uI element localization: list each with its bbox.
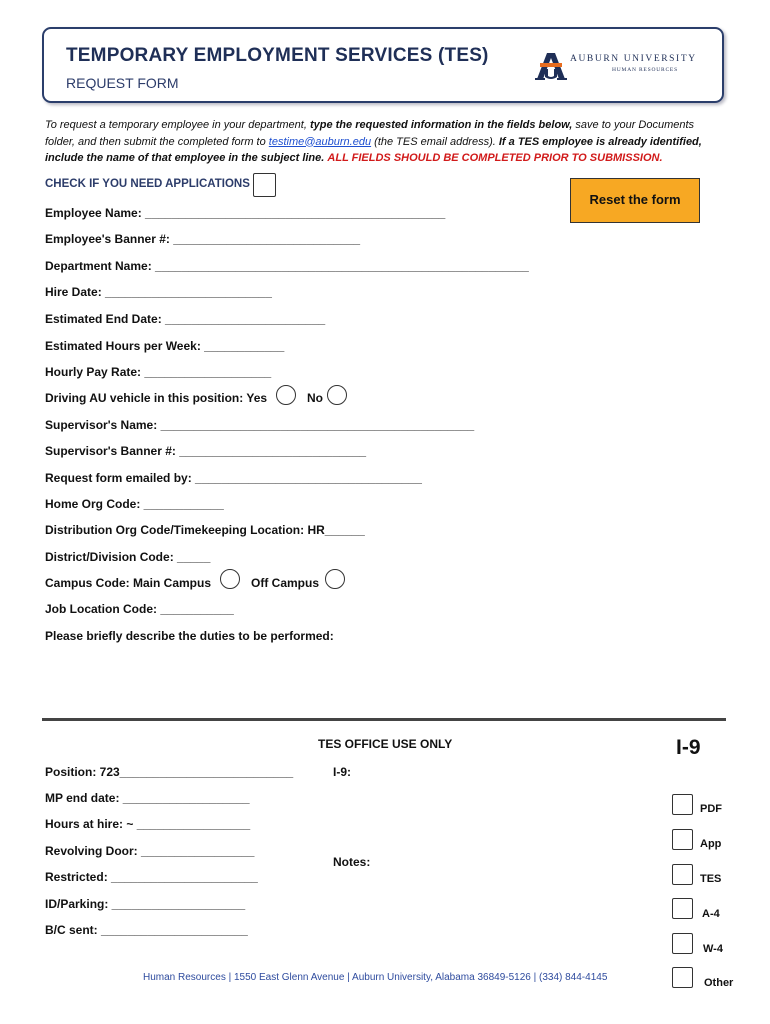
- hire-date-field[interactable]: Hire Date: _________________________: [45, 285, 272, 299]
- pdf-label: PDF: [700, 803, 722, 815]
- w4-label: W-4: [703, 943, 723, 955]
- main-campus-radio[interactable]: [220, 569, 240, 589]
- auburn-logo: [534, 49, 697, 81]
- off-campus-label: Off Campus: [251, 576, 320, 590]
- intro-required-notice: ALL FIELDS SHOULD BE COMPLETED PRIOR TO SUBMISSION.: [327, 152, 663, 164]
- app-checkbox[interactable]: [672, 829, 693, 850]
- driving-yes-radio[interactable]: [276, 385, 296, 405]
- applications-checkbox[interactable]: [253, 173, 276, 197]
- intro-bold-1: type the requested information in the fields below,: [309, 119, 573, 131]
- district-division-field[interactable]: District/Division Code: _____: [45, 550, 211, 564]
- tes-checkbox[interactable]: [672, 864, 693, 885]
- driving-no-label: No: [307, 391, 323, 405]
- office-use-title: TES OFFICE USE ONLY: [318, 737, 453, 751]
- form-title: TEMPORARY EMPLOYMENT SERVICES (TES): [66, 45, 489, 66]
- id-parking-field[interactable]: ID/Parking: ____________________: [45, 897, 246, 911]
- supervisor-name-field[interactable]: Supervisor's Name: _______________________________________________: [45, 418, 475, 432]
- intro-text-2: save to your Documents folder, and then submit the completed form to: [45, 119, 695, 148]
- estimated-hours-field[interactable]: Estimated Hours per Week: ____________: [45, 339, 285, 353]
- pdf-checkbox[interactable]: [672, 794, 693, 815]
- a4-label: A-4: [702, 908, 720, 920]
- footer-contact: Human Resources | 1550 East Glenn Avenue | Auburn University, Alabama 36849-5126 | (334) 844-4145: [143, 972, 608, 983]
- estimated-end-date-field[interactable]: Estimated End Date: ________________________: [45, 312, 326, 326]
- revolving-door-field[interactable]: Revolving Door: _________________: [45, 844, 255, 858]
- other-label: Other: [704, 977, 734, 989]
- logo-university-name: AUBURN UNIVERSITY: [570, 54, 697, 64]
- i9-label: I-9:: [333, 765, 351, 779]
- app-label: App: [700, 838, 722, 850]
- supervisor-banner-field[interactable]: Supervisor's Banner #: ____________________________: [45, 444, 367, 458]
- mp-end-date-field[interactable]: MP end date: ___________________: [45, 791, 250, 805]
- a4-checkbox[interactable]: [672, 898, 693, 919]
- job-location-field[interactable]: Job Location Code: ___________: [45, 602, 234, 616]
- form-header: [42, 27, 724, 103]
- position-field[interactable]: Position: 723__________________________: [45, 765, 294, 779]
- logo-department: HUMAN RESOURCES: [612, 67, 678, 73]
- intro-text-3: (the TES email address).: [371, 135, 499, 148]
- employee-name-field[interactable]: Employee Name: _____________________________________________: [45, 206, 446, 220]
- bc-sent-field[interactable]: B/C sent: ______________________: [45, 923, 248, 937]
- driving-vehicle-label: Driving AU vehicle in this position: Yes: [45, 391, 268, 405]
- notes-label: Notes:: [333, 855, 371, 869]
- hourly-pay-rate-field[interactable]: Hourly Pay Rate: ___________________: [45, 365, 272, 379]
- hours-at-hire-field[interactable]: Hours at hire: ~ _________________: [45, 817, 251, 831]
- driving-no-radio[interactable]: [327, 385, 347, 405]
- check-applications-label: CHECK IF YOU NEED APPLICATIONS: [45, 178, 250, 190]
- distribution-org-field[interactable]: Distribution Org Code/Timekeeping Location: HR______: [45, 523, 365, 537]
- duties-textarea[interactable]: [45, 648, 725, 710]
- w4-checkbox[interactable]: [672, 933, 693, 954]
- i9-heading: I-9: [676, 736, 701, 759]
- intro-bold-2: If a TES employee is already identified, include the name of that employee in the subject line.: [45, 135, 702, 164]
- intro-text-1: To request a temporary employee in your department,: [45, 119, 310, 131]
- reset-form-button[interactable]: Reset the form: [570, 178, 700, 223]
- request-emailed-by-field[interactable]: Request form emailed by: __________________________________: [45, 471, 422, 485]
- restricted-field[interactable]: Restricted: ______________________: [45, 870, 258, 884]
- au-logo-icon: [534, 49, 568, 81]
- off-campus-radio[interactable]: [325, 569, 345, 589]
- employee-banner-field[interactable]: Employee's Banner #: ____________________________: [45, 232, 361, 246]
- home-org-code-field[interactable]: Home Org Code: ____________: [45, 497, 224, 511]
- campus-code-label: Campus Code: Main Campus: [45, 576, 212, 590]
- instructions-paragraph: [45, 117, 725, 167]
- other-checkbox[interactable]: [672, 967, 693, 988]
- tes-email-link[interactable]: testime@auburn.edu: [268, 135, 372, 148]
- section-divider: [42, 718, 726, 721]
- form-subtitle: REQUEST FORM: [66, 75, 179, 91]
- duties-label: Please briefly describe the duties to be performed:: [45, 629, 334, 643]
- department-name-field[interactable]: Department Name: ________________________________________________________: [45, 259, 529, 273]
- tes-label: TES: [700, 873, 722, 885]
